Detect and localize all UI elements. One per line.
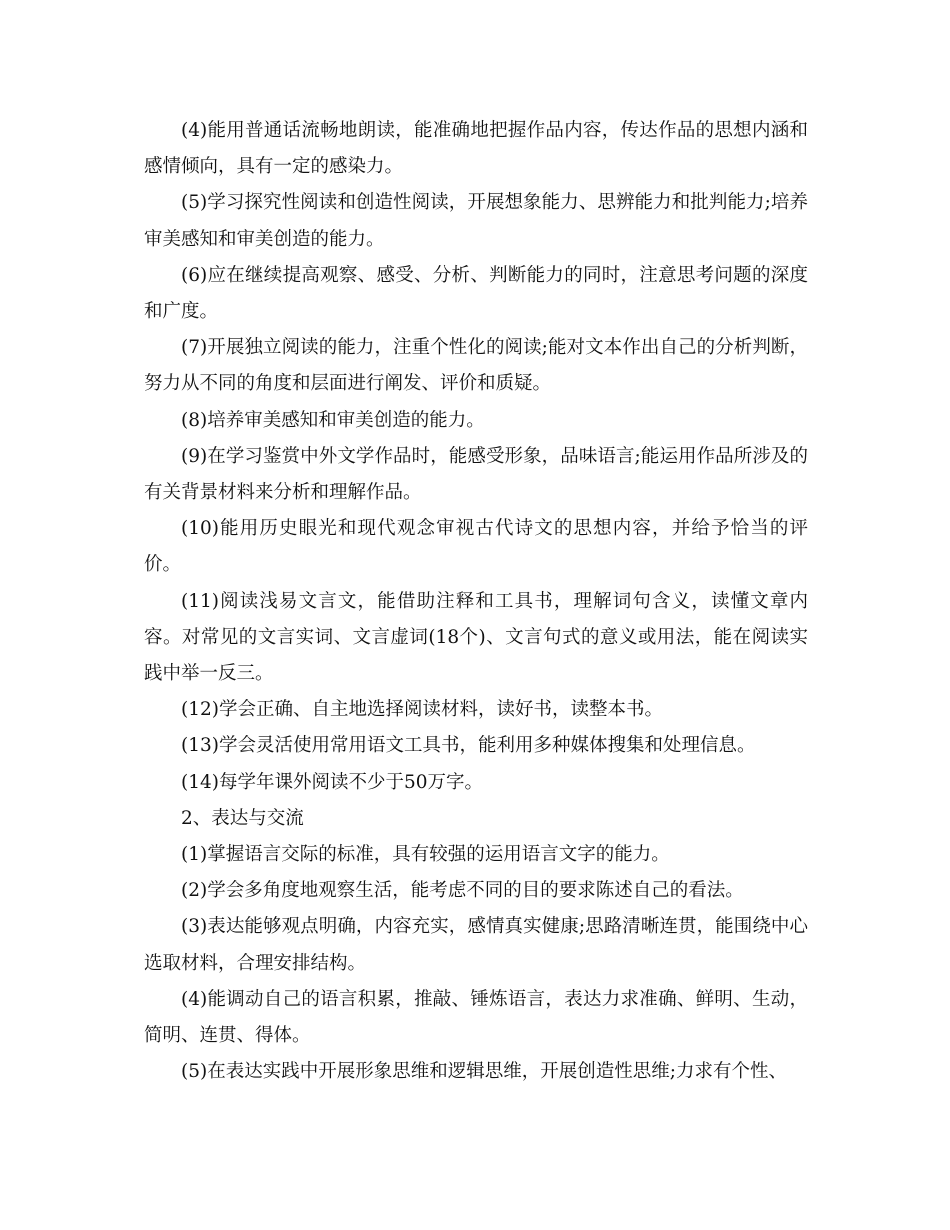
paragraph-reading-10: (10)能用历史眼光和现代观念审视古代诗文的思想内容，并给予恰当的评价。 bbox=[144, 518, 808, 576]
paragraph-expression-3: (3)表达能够观点明确，内容充实，感情真实健康;思路清晰连贯，能围绕中心选取材料，合理安排结构。 bbox=[144, 916, 808, 974]
paragraph-reading-8: (8)培养审美感知和审美创造的能力。 bbox=[181, 409, 485, 431]
paragraph-expression-2: (2)学会多角度地观察生活，能考虑不同的目的要求陈述自己的看法。 bbox=[181, 880, 744, 902]
paragraph-reading-4: (4)能用普通话流畅地朗读，能准确地把握作品内容，传达作品的思想内涵和感情倾向，具有一定的感染力。 bbox=[144, 120, 808, 178]
paragraph-expression-4: (4)能调动自己的语言积累，推敲、锤炼语言，表达力求准确、鲜明、生动，简明、连贯、得体。 bbox=[144, 988, 808, 1047]
section-heading-expression: 2、表达与交流 bbox=[181, 807, 304, 829]
paragraph-reading-13: (13)学会灵活使用常用语文工具书，能利用多种媒体搜集和处理信息。 bbox=[181, 735, 756, 757]
paragraph-reading-6: (6)应在继续提高观察、感受、分析、判断能力的同时，注意思考问题的深度和广度。 bbox=[144, 264, 808, 323]
paragraph-reading-9: (9)在学习鉴赏中外文学作品时，能感受形象，品味语言;能运用作品所涉及的有关背景材料来分析和理解作品。 bbox=[144, 445, 808, 504]
paragraph-reading-11: (11)阅读浅易文言文，能借助注释和工具书，理解词句含义，读懂文章内容。对常见的文言实词、文言虚词(18个)、文言句式的意义或用法，能在阅读实践中举一反三。 bbox=[144, 590, 808, 685]
paragraph-reading-5: (5)学习探究性阅读和创造性阅读，开展想象能力、思辨能力和批判能力;培养审美感知和审美创造的能力。 bbox=[144, 192, 808, 250]
paragraph-reading-7: (7)开展独立阅读的能力，注重个性化的阅读;能对文本作出自己的分析判断，努力从不同的角度和层面进行阐发、评价和质疑。 bbox=[144, 337, 808, 395]
document-body bbox=[144, 113, 808, 1090]
paragraph-reading-12: (12)学会正确、自主地选择阅读材料，读好书，读整本书。 bbox=[181, 699, 663, 721]
paragraph-expression-1: (1)掌握语言交际的标准，具有较强的运用语言文字的能力。 bbox=[181, 844, 670, 866]
paragraph-reading-14: (14)每学年课外阅读不少于50万字。 bbox=[181, 771, 484, 793]
paragraph-expression-5: (5)在表达实践中开展形象思维和逻辑思维，开展创造性思维;力求有个性、 bbox=[181, 1061, 787, 1083]
